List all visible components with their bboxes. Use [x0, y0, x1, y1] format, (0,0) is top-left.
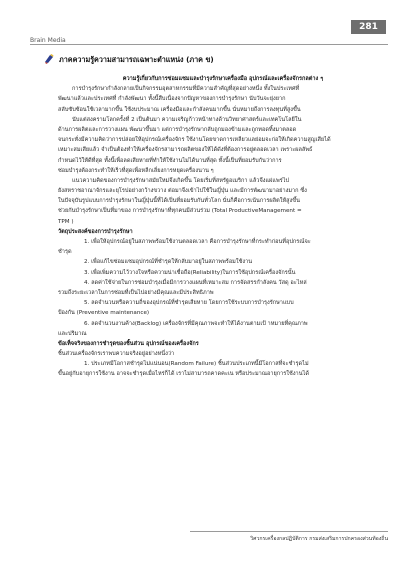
text-line: จนกระทั่งมีความคิดว่าการปล่อยให้อุปกรณ์เครื่องจักร ใช้งานโดยขาดการเหลียวแลย่อมจะก่อให้เกิดความสูญเสียได้ [58, 137, 331, 144]
text-line: ด้านการผลิตและการวางแผน พัฒนาขึ้นมา แต่การบำรุงรักษากลับถูกมองข้ามและถูกทอดทิ้งมาตลอด [58, 126, 297, 133]
text-line: การบำรุงรักษากำลังกลายเป็นกิจกรรมอุตสาหกรรมที่มีความสำคัญที่สุดอย่างหนึ่ง ทั้งในประเทศที่ [72, 86, 300, 93]
text-line: นับแต่สงครามโลกครั้งที่ 2 เป็นต้นมา ความเจริญก้าวหน้าทางด้านวิทยาศาสตร์และเทคโนโลยีใน [72, 116, 302, 123]
text-line: 4. ลดค่าใช้จ่ายในการซ่อมบำรุงเมื่อมีการวางแผนที่เหมาะสม การจัดสรรกำลังคน วัสดุ อะไหล่ [84, 279, 307, 286]
text-line: กำหนดไว้ให้ดีที่สุด ทั้งนี้เพื่อลดเสียหายที่ทำให้ใช้งานไม่ได้นานที่สุด ทั้งนี้เป็นที่ยอมรับกันว่าการ [58, 157, 282, 164]
text-line: สลับซับซ้อนใช้เวลามากขึ้น ใช้งบประมาณ เครื่องมือและกำลังคนมากขึ้น นั่นหมายถึงการลงทุนที่สูงขึ้น [58, 106, 301, 113]
page-number: 281 [351, 20, 386, 34]
text-line: ขึ้นอยู่กับอายุการใช้งาน อาจจะชำรุดเมื่อไหร่ก็ได้ เราไม่สามารถคาดคะเน หรือประมาณอายุการใช้งานได้ [58, 371, 309, 378]
text-line: ในปัจจุบันรูปแบบการบำรุงรักษาในญี่ปุ่นนี้ที่ได้เป็นที่ยอมรับกันทั่วโลก นั่นก็คือการเน้นการผลิตให้สูงขึ้น [58, 198, 300, 205]
text-line: 1. ประเภทมีโอกาสชำรุดไม่แน่นอน(Random Failure) ชิ้นส่วนประเภทนี้มีโอกาสที่จะชำรุดไม่ [84, 361, 309, 368]
text-line: 6. ลดจำนวนงานค้าง(Backlog) เครื่องจักรที่มีคุณภาพจะทำให้ได้งานตามเป้ าหมายที่คุณภาพ [84, 320, 308, 327]
text-line: ป้องกัน (Preventive maintenance) [58, 310, 150, 317]
pencil-icon [44, 54, 54, 64]
section-heading [53, 54, 214, 66]
text-line: 2. เพื่อแก้ไขซ่อมแซมอุปกรณ์ที่ชำรุดให้กลับมาอยู่ในสภาพพร้อมใช้งาน [84, 259, 253, 266]
text-line: ความรู้เกี่ยวกับการซ่อมแซมและบำรุงรักษาเครื่องมือ อุปกรณ์และเครื่องจักรกลต่าง ๆ [122, 76, 324, 82]
text-line: ชิ้นส่วนเครื่องจักรเราพบความจริงอยู่อย่างหนึ่งว่า [58, 351, 175, 358]
text-line: ซ่อมบำรุงต้องกระทำให้เร็วที่สุดเพื่อหลีกเลี่ยงการหยุดเครื่องนาน ๆ [58, 167, 214, 174]
text-line: วัตถุประสงค์ของการบำรุงรักษา [58, 228, 133, 235]
text-line: 3. เพื่อเพิ่มความไว้วางใจหรือความน่าเชื่อถือ(Reliability)ในการใช้อุปกรณ์เครื่องจักรนั้น [84, 269, 296, 276]
text-line: และปริมาณ [58, 330, 87, 337]
text-line: ข้อเท็จจริงของการชำรุดของชิ้นส่วน อุปกรณ์ของเครื่องจักร [58, 340, 199, 347]
text-line: เหมาะสมเสียแล้ว จำเป็นต้องทำให้เครื่องจักรสามารถผลิตของให้ได้ดังที่ต้องการอยู่ตลอดเวลา เพราะผลลัพธ์ [58, 147, 313, 154]
text-line: ยังสหราชอาณาจักรและยุโรปอย่างกว้างขวาง ต่อมาจึงเข้าไปใช้ในญี่ปุ่น และมีการพัฒนามาอย่างมาก ซึ่ง [58, 188, 307, 195]
brand-name: Brain Media [30, 37, 66, 44]
text-line: รวมถึงระยะเวลาในการซ่อมที่เป็นไปอย่างมีคุณและมีประสิทธิภาพ [58, 289, 214, 296]
text-line: ช่วยกันบำรุงรักษาเป็นที่มาของ การบำรุงรักษาที่ทุกคนมีส่วนร่วม (Total ProductiveManagement = [58, 208, 302, 215]
section-title: ภาคความรู้ความสามารถเฉพาะตำแหน่ง (ภาค ข) [59, 55, 214, 64]
text-line: 5. ลดจำนวนหรือความถี่ของอุปกรณ์ที่ชำรุดเสียหาย โดยการใช้ระบบการบำรุงรักษาแบบ [84, 300, 294, 307]
text-line: แนวความคิดของการบำรุงรักษาสมัยใหม่จึงเกิดขึ้น โดยเริ่มที่สหรัฐอเมริกา แล้วจึงแผ่แพร่ไป [72, 177, 289, 184]
text-line: พัฒนาแล้วและประเทศที่ กำลังพัฒนา ทั้งนี้สืบเนื่องจากปัญหาของการบำรุงรักษา นับวันจะยุ่งยาก [58, 96, 286, 103]
body-text [58, 74, 388, 380]
text-line: TPM ) [58, 218, 74, 225]
text-line: 1. เพื่อให้อุปกรณ์อยู่ในสภาพพร้อมใช้งานตลอดเวลา คือการบำรุงรักษาที่กระทำก่อนที่อุปกรณ์จะ [84, 239, 311, 245]
footer-text: วิศวกรเครื่องกลปฏิบัติการ กรมส่งเสริมการปกครองส่วนท้องถิ่น [250, 536, 388, 542]
footer-divider [190, 531, 388, 532]
text-line: ชำรุด [58, 249, 72, 256]
header-divider [30, 44, 388, 45]
